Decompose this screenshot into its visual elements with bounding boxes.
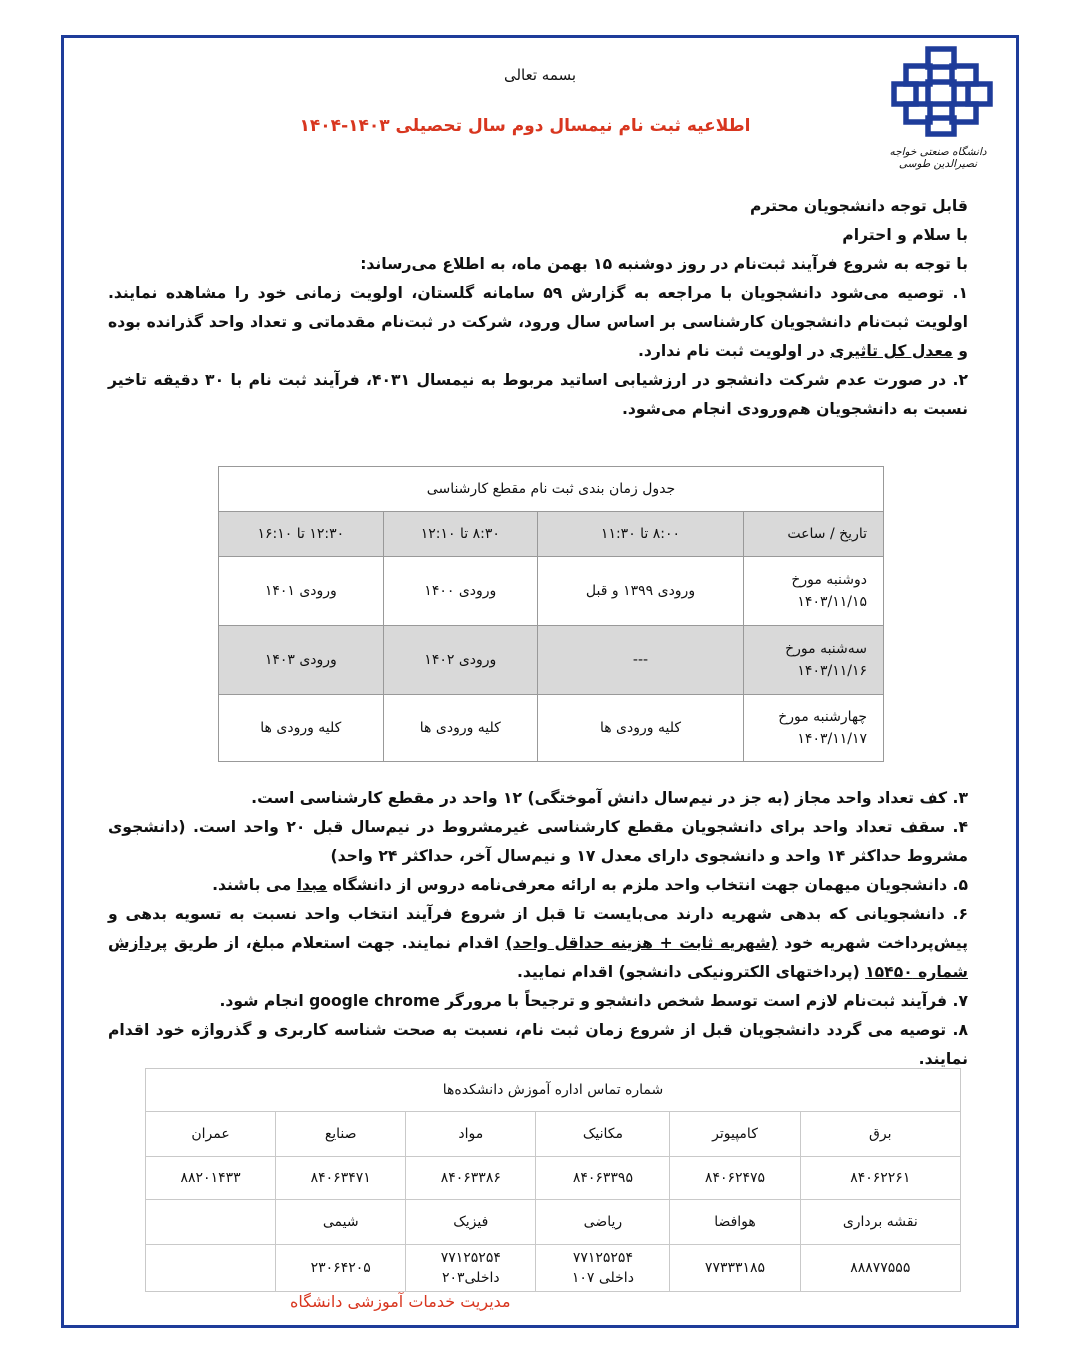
department-phone: ۸۴۰۶۲۴۷۵ (670, 1157, 800, 1200)
table-row (219, 557, 884, 626)
phone-number: ۷۷۱۲۵۲۵۴ (440, 1250, 501, 1266)
department-name: کامپیوتر (670, 1112, 800, 1157)
intro-line-2: با سلام و احترام (842, 226, 968, 244)
department-name: شیمی (276, 1200, 406, 1245)
department-phone (536, 1245, 670, 1292)
schedule-cell: ورودی ۱۳۹۹ و قبل (537, 557, 743, 626)
department-name: برق (800, 1112, 960, 1157)
department-name: نقشه برداری (800, 1200, 960, 1245)
item-5 (108, 871, 968, 900)
item-5-underlined: مبدا (296, 876, 328, 894)
schedule-cell: کلیه ورودی ها (537, 695, 743, 762)
schedule-day: چهارشنبه مورخ (778, 709, 867, 725)
department-name: فیزیک (406, 1200, 536, 1245)
table-row (146, 1157, 961, 1200)
department-phone: ۸۴۰۶۲۲۶۱ (800, 1157, 960, 1200)
item-6-text-2: اقدام نمایند. جهت استعلام مبلغ، از طریق (167, 934, 506, 952)
item-5-text: ۵. دانشجویان (860, 876, 968, 894)
table-row (219, 695, 884, 762)
contact-caption: شماره تماس اداره آموزش دانشکده‌ها (146, 1069, 961, 1112)
announcement-title: اطلاعیه ثبت نام نیمسال دوم سال تحصیلی ۱۴۰۳-۱۴۰۴ (299, 116, 751, 136)
item-4: ۴. سقف تعداد واحد برای دانشجویان مقطع کارشناسی غیرمشروط در نیم‌سال قبل ۲۰ واحد است. (دانشجوی مشروط حداکثر ۱۴ واحد و دانشجوی دارای معدل ۱۷ و نیم‌سال آخر، حداکثر ۲۴ واحد) (108, 818, 968, 865)
phone-extension: داخلی ۱۰۷ (571, 1270, 634, 1286)
schedule-table (218, 466, 884, 762)
table-row (146, 1245, 961, 1292)
contact-table (145, 1068, 961, 1292)
schedule-header-date: تاریخ / ساعت (744, 512, 884, 557)
phone-number: ۷۷۱۲۵۲۵۴ (572, 1250, 633, 1266)
table-row (146, 1200, 961, 1245)
department-phone (406, 1245, 536, 1292)
department-phone: ۸۴۰۶۳۴۷۱ (276, 1157, 406, 1200)
schedule-cell: ورودی ۱۴۰۳ (219, 626, 384, 695)
schedule-date-cell (744, 557, 884, 626)
item-1-underlined: معدل کل تاثیری (830, 342, 953, 360)
item-5-text-2: جهت انتخاب واحد ملزم به ارائه معرفی‌نامه دروس از دانشگاه (327, 876, 805, 894)
intro-block (108, 192, 968, 424)
rules-block (108, 784, 968, 1074)
table-row (146, 1112, 961, 1157)
university-logo-icon (888, 44, 996, 140)
schedule-date-cell (744, 626, 884, 695)
intro-line-3: با توجه به شروع فرآیند ثبت‌نام در روز دوشنبه ۱۵ بهمن ماه، به اطلاع می‌رساند: (360, 255, 968, 273)
schedule-cell: ورودی ۱۴۰۱ (219, 557, 384, 626)
department-name: عمران (146, 1112, 276, 1157)
schedule-header-slot-1: ۸:۰۰ تا ۱۱:۳۰ (537, 512, 743, 557)
department-phone: ۷۷۳۳۳۱۸۵ (670, 1245, 800, 1292)
schedule-cell: کلیه ورودی ها (383, 695, 537, 762)
department-phone: ۲۳۰۶۴۲۰۵ (276, 1245, 406, 1292)
schedule-day: دوشنبه مورخ (791, 572, 867, 588)
item-3: ۳. کف تعداد واحد مجاز (به جز در نیم‌سال دانش آموختگی) ۱۲ واحد در مقطع کارشناسی است. (251, 789, 968, 807)
item-6-text: ۶. دانشجویانی که بدهی شهریه دارند می‌بایست تا قبل از شروع فرآیند انتخاب واحد نسبت به تسویه بدهی و پیش‌پرداخت شهریه خود (108, 905, 969, 952)
item-1-text-2: در اولویت ثبت نام (681, 342, 831, 360)
item-5-bold: میهمان (804, 876, 861, 894)
item-1-text: ۱. توصیه می‌شود دانشجویان با مراجعه به گزارش ۵۹ سامانه گلستان، اولویت زمانی خود را مشاهده نمایند. اولویت ثبت‌نام دانشجویان کارشناسی بر اساس سال ورود، شرکت در ثبت‌نام مقدماتی و تعداد واحد گذرانده بوده و (108, 284, 968, 360)
department-phone: ۸۴۰۶۳۳۹۵ (536, 1157, 670, 1200)
department-name: مواد (406, 1112, 536, 1157)
schedule-cell: کلیه ورودی ها (219, 695, 384, 762)
department-name: مکانیک (536, 1112, 670, 1157)
schedule-day: سه‌شنبه مورخ (785, 641, 867, 657)
signature: مدیریت خدمات آموزشی دانشگاه (290, 1292, 511, 1311)
schedule-date: ۱۴۰۳/۱۱/۱۵ (797, 594, 867, 610)
item-1-bold: ندارد (643, 342, 682, 360)
schedule-header-slot-2: ۸:۳۰ تا ۱۲:۱۰ (383, 512, 537, 557)
schedule-date: ۱۴۰۳/۱۱/۱۷ (797, 731, 867, 747)
department-name: صنایع (276, 1112, 406, 1157)
item-6-underlined-1: (شهریه ثابت + هزینه حداقل واحد) (505, 934, 778, 952)
department-phone: ۸۸۸۷۷۵۵۵ (800, 1245, 960, 1292)
department-name: هوافضا (670, 1200, 800, 1245)
empty-cell (146, 1200, 276, 1245)
logo-caption: دانشگاه صنعتی خواجه نصیرالدین طوسی (889, 146, 987, 170)
department-name: ریاضی (536, 1200, 670, 1245)
department-phone: ۸۸۲۰۱۴۳۳ (146, 1157, 276, 1200)
schedule-cell: ورودی ۱۴۰۲ (383, 626, 537, 695)
department-phone: ۸۴۰۶۳۳۸۶ (406, 1157, 536, 1200)
schedule-date-cell (744, 695, 884, 762)
empty-cell (146, 1245, 276, 1292)
item-7: ۷. فرآیند ثبت‌نام لازم است توسط شخص دانشجو و ترجیحاً با مرورگر google chrome انجام شود. (219, 992, 968, 1010)
schedule-header-slot-3: ۱۲:۳۰ تا ۱۶:۱۰ (219, 512, 384, 557)
item-1 (108, 279, 968, 366)
schedule-caption: جدول زمان بندی ثبت نام مقطع کارشناسی (219, 467, 884, 512)
table-row (219, 626, 884, 695)
item-5-end: می باشند. (212, 876, 297, 894)
item-8: ۸. توصیه می گردد دانشجویان قبل از شروع زمان ثبت نام، نسبت به صحت شناسه کاربری و گذرواژه خود اقدام نمایند. (108, 1021, 968, 1068)
item-6 (108, 900, 968, 987)
schedule-cell: --- (537, 626, 743, 695)
schedule-cell: ورودی ۱۴۰۰ (383, 557, 537, 626)
item-1-end: . (637, 342, 644, 360)
intro-line-1: قابل توجه دانشجویان محترم (750, 197, 968, 215)
schedule-date: ۱۴۰۳/۱۱/۱۶ (797, 663, 867, 679)
item-2: ۲. در صورت عدم شرکت دانشجو در ارزشیابی اساتید مربوط به نیمسال ۴۰۳۱، فرآیند ثبت نام با ۳۰ دقیقه تاخیر نسبت به دانشجویان هم‌ورودی انجام می‌شود. (108, 371, 968, 418)
item-6-end: (پرداختهای الکترونیکی دانشجو) اقدام نمایید. (516, 963, 866, 981)
bismillah-heading: بسمه تعالی (503, 66, 577, 84)
phone-extension: داخلی۲۰۳ (441, 1270, 500, 1286)
item-6-underlined-2: پردازش شماره ۱۵۴۵۰ (108, 934, 968, 981)
